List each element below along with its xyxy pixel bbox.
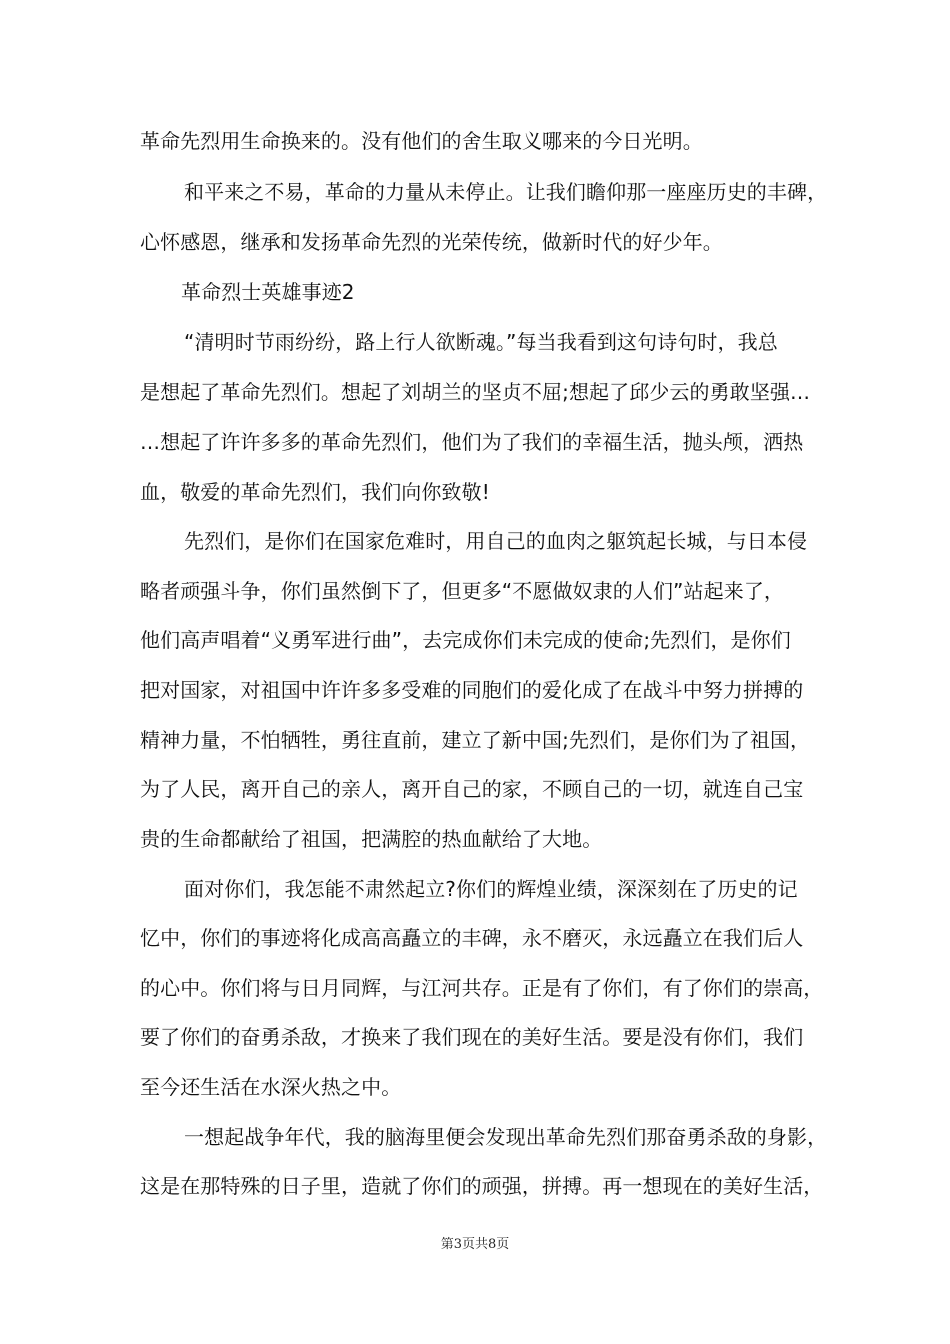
text-line: 革命先烈用生命换来的。没有他们的舍生取义哪来的今日光明。: [140, 129, 703, 153]
text-line: 这是在那特殊的日子里，造就了你们的顽强，拼搏。再一想现在的美好生活，: [140, 1174, 824, 1198]
page-number: 第3页共8页: [440, 1237, 510, 1252]
text-line: 忆中，你们的事迹将化成高高矗立的丰碑，永不磨灭，永远矗立在我们后人: [140, 926, 804, 950]
text-line: …想起了许许多多的革命先烈们，他们为了我们的幸福生活，抛头颅，洒热: [140, 430, 804, 454]
text-line: 一想起战争年代，我的脑海里便会发现出革命先烈们那奋勇杀敌的身影，: [184, 1125, 828, 1149]
section-heading: 革命烈士英雄事迹2: [181, 280, 355, 304]
text-line: 略者顽强斗争，你们虽然倒下了，但更多“不愿做奴隶的人们”站起来了，: [140, 579, 785, 603]
text-line: “清明时节雨纷纷，路上行人欲断魂。”每当我看到这句诗句时，我总: [184, 330, 778, 354]
text-line: 至今还生活在水深火热之中。: [140, 1075, 402, 1099]
text-line: 要了你们的奋勇杀敌，才换来了我们现在的美好生活。要是没有你们，我们: [140, 1025, 804, 1049]
text-line: 血，敬爱的革命先烈们，我们向你致敬!: [140, 480, 490, 504]
text-line: 精神力量，不怕牺牲，勇往直前，建立了新中国;先烈们，是你们为了祖国，: [140, 728, 811, 752]
text-line: 的心中。你们将与日月同辉，与江河共存。正是有了你们，有了你们的崇高，: [140, 976, 824, 1000]
text-line: 面对你们，我怎能不肃然起立?你们的辉煌业绩，深深刻在了历史的记: [184, 877, 798, 901]
text-line: 和平来之不易，革命的力量从未停止。让我们瞻仰那一座座历史的丰碑，: [184, 180, 828, 204]
text-line: 贵的生命都献给了祖国，把满腔的热血献给了大地。: [140, 827, 603, 851]
text-line: 为了人民，离开自己的亲人，离开自己的家，不顾自己的一切，就连自己宝: [140, 777, 804, 801]
text-line: 他们高声唱着“义勇军进行曲”，去完成你们未完成的使命;先烈们，是你们: [140, 628, 791, 652]
text-line: 是想起了革命先烈们。想起了刘胡兰的坚贞不屈;想起了邱少云的勇敢坚强…: [140, 380, 811, 404]
text-line: 先烈们，是你们在国家危难时，用自己的血肉之躯筑起长城，与日本侵: [184, 529, 808, 553]
text-line: 把对国家，对祖国中许许多多受难的同胞们的爱化成了在战斗中努力拼搏的: [140, 678, 804, 702]
text-line: 心怀感恩，继承和发扬革命先烈的光荣传统，做新时代的好少年。: [140, 230, 723, 254]
